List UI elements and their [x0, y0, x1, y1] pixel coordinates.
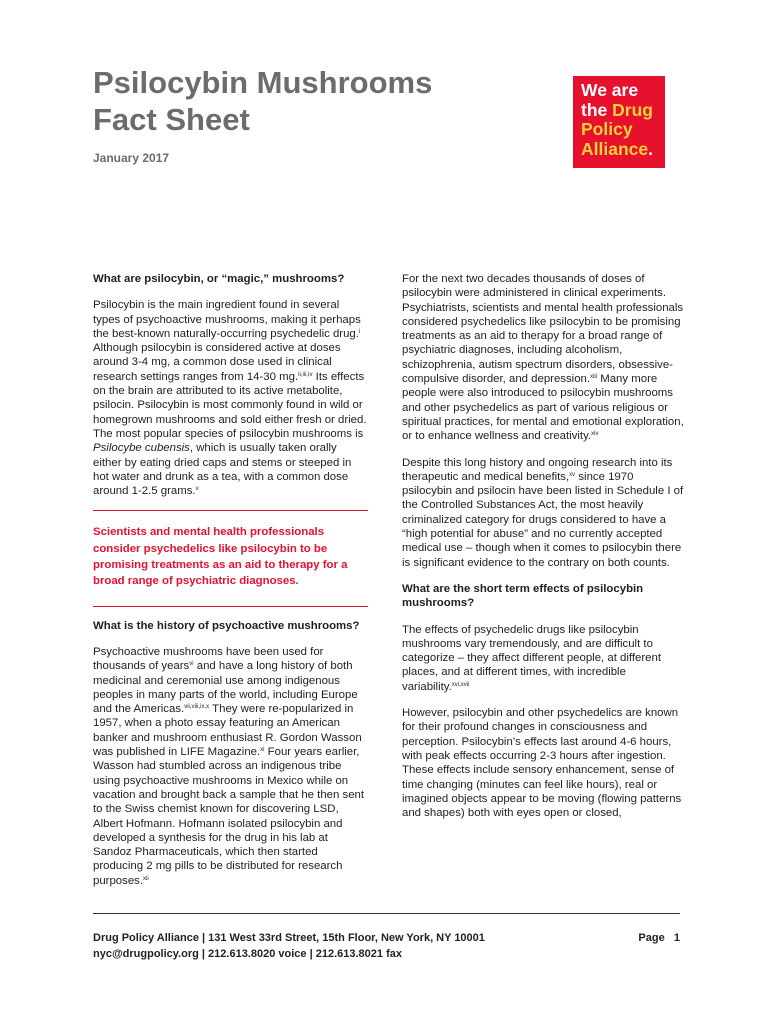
- page-title: [93, 64, 432, 138]
- pullquote: Scientists and mental health professionals consider psychedelics like psilocybin to be promising treatments as an aid to therapy for a broad range of psychiatric diagnoses.: [93, 526, 348, 588]
- paragraph-clinical-history: For the next two decades thousands of doses of psilocybin were administered in clinical experiments. Psychiatrists, scientists and mental health professionals considered psychedelics like psilocybin to be promising treatments as an aid to therapy for a broad range of psychiatric diagnoses, including alcoholism, schizophrenia, autism spectrum disorders, obsessive-compulsive disorder, and depression.$^{xiii}$ Many more people were also introduced to psilocybin mushrooms and other psychedelics as part of various religious or spiritual practices, for mental and emotional exploration, or to enhance wellness and creativity.$^{xiv}$: [402, 273, 684, 443]
- publication-date: January 2017: [93, 151, 170, 165]
- paragraph-effects-perception: However, psilocybin and other psychedelics are known for their profound changes in consciousness and perception. Psilocybin’s effects last around 4-6 hours, with peak effects occurring 2-3 hours after ingestion. These effects include sensory enhancement, sense of time changing (minutes can feel like hours), real or imagined objects appear to be moving (flowing patterns and shapes) both with eyes open or closed,: [402, 707, 682, 820]
- section-heading-history: What is the history of psychoactive mushrooms?: [93, 619, 360, 632]
- footer-divider: [93, 913, 680, 914]
- title-line-2: Fact Sheet: [93, 102, 250, 137]
- title-line-1: Psilocybin Mushrooms: [93, 65, 433, 100]
- left-column: [93, 272, 368, 900]
- pullquote-rule-bottom: [93, 606, 368, 607]
- logo-line-4: Alliance.: [581, 138, 653, 159]
- section-heading-what-are: What are psilocybin, or “magic,” mushrooms?: [93, 273, 345, 285]
- paragraph-history: Psychoactive mushrooms have been used for thousands of years$^{vi}$ and have a long history of both medicinal and ceremonial use among indigenous peoples in many parts of the world, including Europe and the Americas.$^{vii,viii,ix,x}$ They were re-popularized in 1957, when a photo essay featuring an American banker and mushroom enthusiast R. Gordon Wasson was published in LIFE Magazine.$^{xi}$ Four years earlier, Wasson had stumbled across an indigenous tribe using psychoactive mushrooms in Mexico while on vacation and brought back a sample that he then sent to the Swiss chemist known for discovering LSD, Albert Hofmann. Hofmann isolated psilocybin and developed a synthesis for the drug in his lab at Sandoz Pharmaceuticals, which then started producing 2 mg pills to be distributed for research purposes.$^{xii}$: [93, 645, 365, 887]
- logo-line-2: the Drug: [581, 99, 653, 120]
- paragraph-what-are: Psilocybin is the main ingredient found in several types of psychoactive mushrooms, making it perhaps the best-known naturally-occurring psychedelic drug.$^i$ Although psilocybin is considered active at doses around 3-4 mg, a common dose used in clinical research settings ranges from 14-30 mg.$^{ii,iii,iv}$ Its effects on the brain are attributed to its active metabolite, psilocin. Psilocybin is most commonly found in wild or homegrown mushrooms and sold either fresh or dried. The most popular species of psilocybin mushrooms is Psilocybe cubensis, which is usually taken orally either by eating dried caps and stems or steeped in hot water and drunk as a tea, with a common dose around 1-2.5 grams.$^v$: [93, 299, 367, 498]
- paragraph-effects-variability: The effects of psychedelic drugs like psilocybin mushrooms vary tremendously, and are difficult to categorize – they affect different people, at different places, and at different times, with incredible variability.$^{xvi,xvii}$: [402, 623, 661, 693]
- right-column: [402, 272, 684, 832]
- page-number: Page 1: [638, 932, 680, 944]
- footer-contact: nyc@drugpolicy.org | 212.613.8020 voice | 212.613.8021 fax: [93, 948, 402, 960]
- paragraph-schedule-i: Despite this long history and ongoing research into its therapeutic and medical benefits,$^{xv}$ since 1970 psilocybin and psilocin have been listed in Schedule I of the Controlled Substances Act, the most heavily criminalized category for drugs considered to have a “high potential for abuse” and no currently accepted medical use – though when it comes to psilocybin there is significant evidence to the contrary on both counts.: [402, 456, 684, 569]
- footer-address: Drug Policy Alliance | 131 West 33rd Street, 15th Floor, New York, NY 10001: [93, 932, 485, 944]
- pullquote-rule-top: [93, 510, 368, 511]
- section-heading-short-term-effects: What are the short term effects of psilocybin mushrooms?: [402, 582, 644, 610]
- dpa-logo: [573, 76, 665, 168]
- logo-line-1: We are: [581, 80, 639, 100]
- logo-line-3: Policy: [581, 119, 633, 139]
- footer: [93, 930, 680, 962]
